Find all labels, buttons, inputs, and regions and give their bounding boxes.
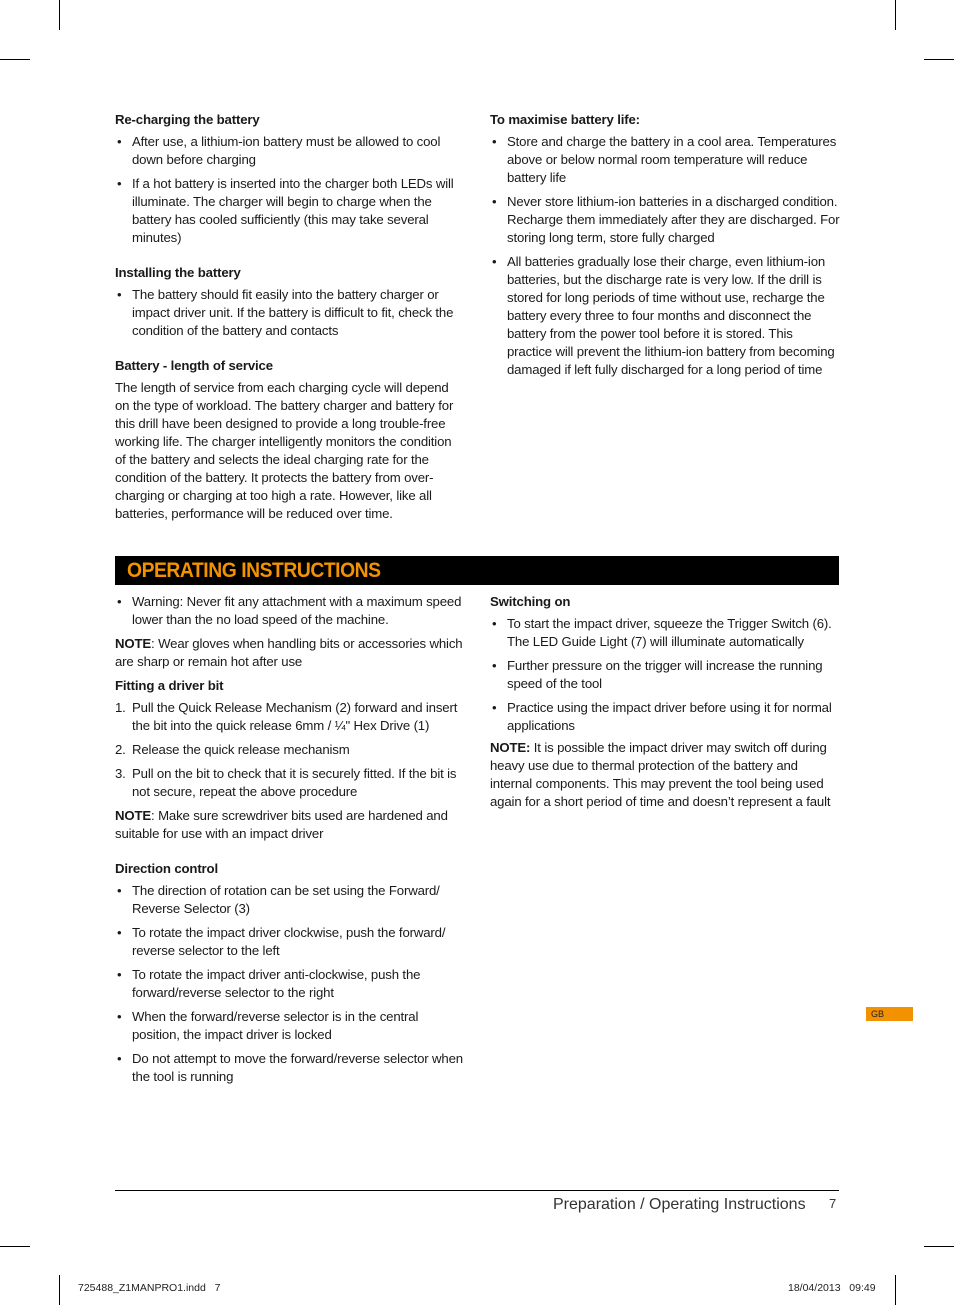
footer-rule: [115, 1190, 839, 1191]
note: [490, 739, 840, 811]
bullet-list: [490, 133, 840, 379]
banner-title: OPERATING INSTRUCTIONS: [127, 559, 381, 582]
crop-mark: [59, 1275, 60, 1305]
note-text: It is possible the impact driver may switch off during heavy use due to thermal protection of the battery and internal components. This may prevent the tool being used again for a short period of time and doesn’t represent a fault: [490, 740, 831, 809]
section-heading: Re-charging the battery: [115, 112, 260, 127]
crop-mark: [895, 1275, 896, 1305]
section-heading: To maximise battery life:: [490, 112, 640, 127]
step-number: 3.: [115, 766, 126, 781]
section-heading: Installing the battery: [115, 265, 241, 280]
note: [115, 807, 465, 843]
section-heading: Direction control: [115, 861, 218, 876]
paragraph: The length of service from each charging cycle will depend on the type of workload. The battery charger and battery for this drill have been designed to provide a long trouble-free working life. The charger intelligently monitors the condition of the battery and selects the ideal charging rate for the condition of the battery. It protects the battery from over-charging or charging at too high a rate. However, like all batteries, performance will be reduced over time.: [115, 380, 454, 521]
section-banner: [115, 556, 839, 585]
service-section: [115, 357, 465, 523]
crop-mark: [924, 1246, 954, 1247]
direction-section: [115, 860, 465, 1086]
step-number: 2.: [115, 742, 126, 757]
list-item: • All batteries gradually lose their charge, even lithium-ion batteries, but the discharge rate is very low. If the drill is stored for long periods of time without use, recharge the battery every three to four months and disconnect the battery from the power tool before it is stored. This practice will prevent the lithium-ion battery from becoming damaged if left fully discharged for a long period of time: [490, 253, 840, 379]
list-item: [115, 741, 465, 759]
numbered-list: [115, 699, 465, 801]
step-text: Pull on the bit to check that it is securely fitted. If the bit is not secure, repeat the above procedure: [132, 766, 457, 799]
recharging-section: [115, 111, 465, 247]
left-column-top: [115, 111, 465, 529]
step-text: Release the quick release mechanism: [132, 742, 350, 757]
list-item: • Practice using the impact driver before using it for normal applications: [490, 699, 840, 735]
section-heading: Fitting a driver bit: [115, 678, 224, 693]
right-column-bottom: [490, 593, 840, 817]
fitting-section: [115, 677, 465, 843]
list-item: • To rotate the impact driver clockwise, push the forward/ reverse selector to the left: [115, 924, 465, 960]
list-item: • When the forward/reverse selector is in the central position, the impact driver is locked: [115, 1008, 465, 1044]
slug-filename: 725488_Z1MANPRO1.indd 7: [78, 1282, 221, 1294]
list-item: • The direction of rotation can be set using the Forward/ Reverse Selector (3): [115, 882, 465, 918]
list-item: • To rotate the impact driver anti-clockwise, push the forward/reverse selector to the right: [115, 966, 465, 1002]
list-item: • The battery should fit easily into the battery charger or impact driver unit. If the battery is difficult to fit, check the condition of the battery and contacts: [115, 286, 465, 340]
section-heading: Battery - length of service: [115, 358, 273, 373]
left-column-bottom: [115, 593, 465, 1092]
list-item: [115, 765, 465, 801]
list-item: • After use, a lithium-ion battery must be allowed to cool down before charging: [115, 133, 465, 169]
installing-section: [115, 264, 465, 340]
note-text: : Wear gloves when handling bits or accessories which are sharp or remain hot after use: [115, 636, 463, 669]
list-item: • Further pressure on the trigger will increase the running speed of the tool: [490, 657, 840, 693]
list-item: • If a hot battery is inserted into the charger both LEDs will illuminate. The charger will begin to charge when the battery has cooled sufficiently (this may take several minutes): [115, 175, 465, 247]
bullet-list: [115, 286, 465, 340]
bullet-list: [115, 593, 465, 629]
step-number: 1.: [115, 700, 126, 715]
right-column-top: [490, 111, 840, 385]
slug-date: 18/04/2013 09:49: [788, 1282, 876, 1294]
list-item: • Never store lithium-ion batteries in a discharged condition. Recharge them immediately after they are discharged. For storing long term, store fully charged: [490, 193, 840, 247]
crop-mark: [895, 0, 896, 30]
list-item: • Store and charge the battery in a cool area. Temperatures above or below normal room temperature will reduce battery life: [490, 133, 840, 187]
note-label: NOTE: [115, 636, 152, 651]
page-number: 7: [829, 1196, 837, 1211]
bullet-list: [115, 133, 465, 247]
bullet-list: [115, 882, 465, 1086]
bullet-list: [490, 615, 840, 735]
language-tab: GB: [866, 1007, 913, 1021]
crop-mark: [924, 59, 954, 60]
list-item: • Do not attempt to move the forward/reverse selector when the tool is running: [115, 1050, 465, 1086]
step-text: Pull the Quick Release Mechanism (2) forward and insert the bit into the quick release 6mm / ¼" Hex Drive (1): [132, 700, 458, 733]
crop-mark: [0, 59, 30, 60]
crop-mark: [59, 0, 60, 30]
list-item: [115, 699, 465, 735]
list-item: • To start the impact driver, squeeze the Trigger Switch (6). The LED Guide Light (7) will illuminate automatically: [490, 615, 840, 651]
note: [115, 635, 465, 671]
warning-item: • Warning: Never fit any attachment with a maximum speed lower than the no load speed of the machine.: [115, 593, 465, 629]
section-heading: Switching on: [490, 594, 571, 609]
note-text: : Make sure screwdriver bits used are hardened and suitable for use with an impact driver: [115, 808, 448, 841]
note-label: NOTE: [115, 808, 152, 823]
footer-title: Preparation / Operating Instructions: [553, 1196, 806, 1213]
note-label: NOTE:: [490, 740, 531, 755]
crop-mark: [0, 1246, 30, 1247]
